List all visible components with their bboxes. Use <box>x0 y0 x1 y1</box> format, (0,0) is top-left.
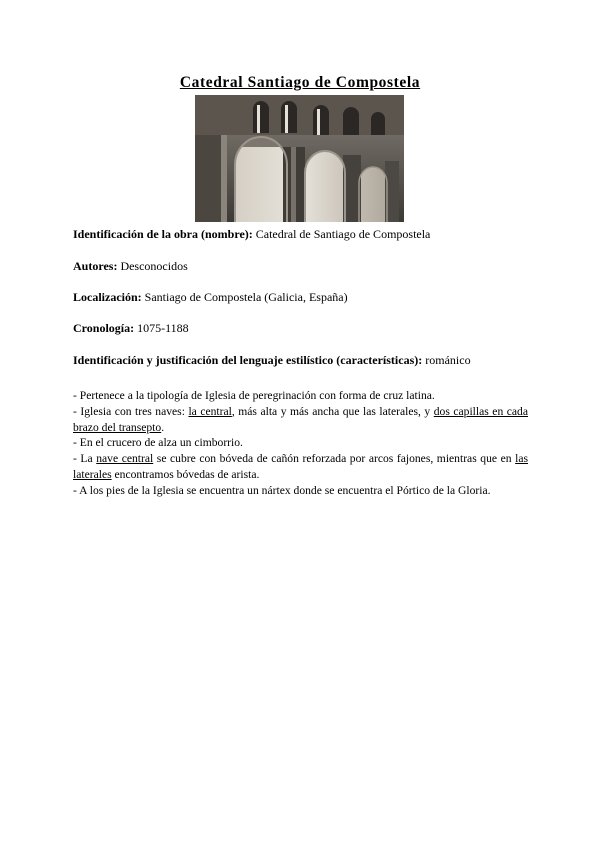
characteristics-list <box>73 388 528 499</box>
field-identificacion-value: Catedral de Santiago de Compostela <box>252 227 431 241</box>
list-item <box>73 451 528 483</box>
field-cronologia-value: 1075-1188 <box>134 321 189 335</box>
field-localizacion <box>73 290 348 305</box>
field-autores <box>73 259 188 274</box>
underlined-text: las laterales <box>73 452 529 481</box>
list-item: - A los pies de la Iglesia se encuentra un nártex donde se encuentra el Pórtico de la Gloria. <box>73 483 491 497</box>
underlined-text: nave central <box>96 452 154 466</box>
field-lenguaje-value: románico <box>422 353 471 367</box>
list-item: - Pertenece a la tipología de Iglesia de peregrinación con forma de cruz latina. <box>73 389 435 402</box>
field-autores-value: Desconocidos <box>117 259 188 273</box>
field-cronologia <box>73 321 189 336</box>
field-identificacion <box>73 227 430 242</box>
list-item: - En el crucero de alza un cimborrio. <box>73 436 243 450</box>
list-item-text: - La <box>73 452 97 466</box>
list-item-text: se cubre con bóveda de cañón reforzada por arcos fajones, mientras que en <box>153 452 516 466</box>
field-lenguaje-label: Identificación y justificación del lenguaje estilístico (características): <box>73 353 423 367</box>
underlined-text: la central <box>188 404 232 418</box>
field-cronologia-label: Cronología: <box>73 321 135 335</box>
list-item-text: encontramos bóvedas de arista. <box>111 467 260 481</box>
document-title: Catedral Santiago de Compostela <box>179 74 421 91</box>
list-item-text: - Iglesia con tres naves: <box>73 404 189 418</box>
cathedral-nave-photo-icon <box>195 95 404 222</box>
list-item <box>73 404 528 436</box>
list-item-text: . <box>161 420 165 434</box>
field-localizacion-label: Localización: <box>73 290 142 304</box>
field-identificacion-label: Identificación de la obra (nombre): <box>73 227 253 241</box>
list-item-text: , más alta y más ancha que las laterales, y <box>231 404 434 418</box>
underlined-text: dos capillas en cada brazo del transepto <box>73 404 528 434</box>
field-lenguaje <box>73 353 471 368</box>
field-autores-label: Autores: <box>73 259 118 273</box>
field-localizacion-value: Santiago de Compostela (Galicia, España) <box>141 290 348 304</box>
